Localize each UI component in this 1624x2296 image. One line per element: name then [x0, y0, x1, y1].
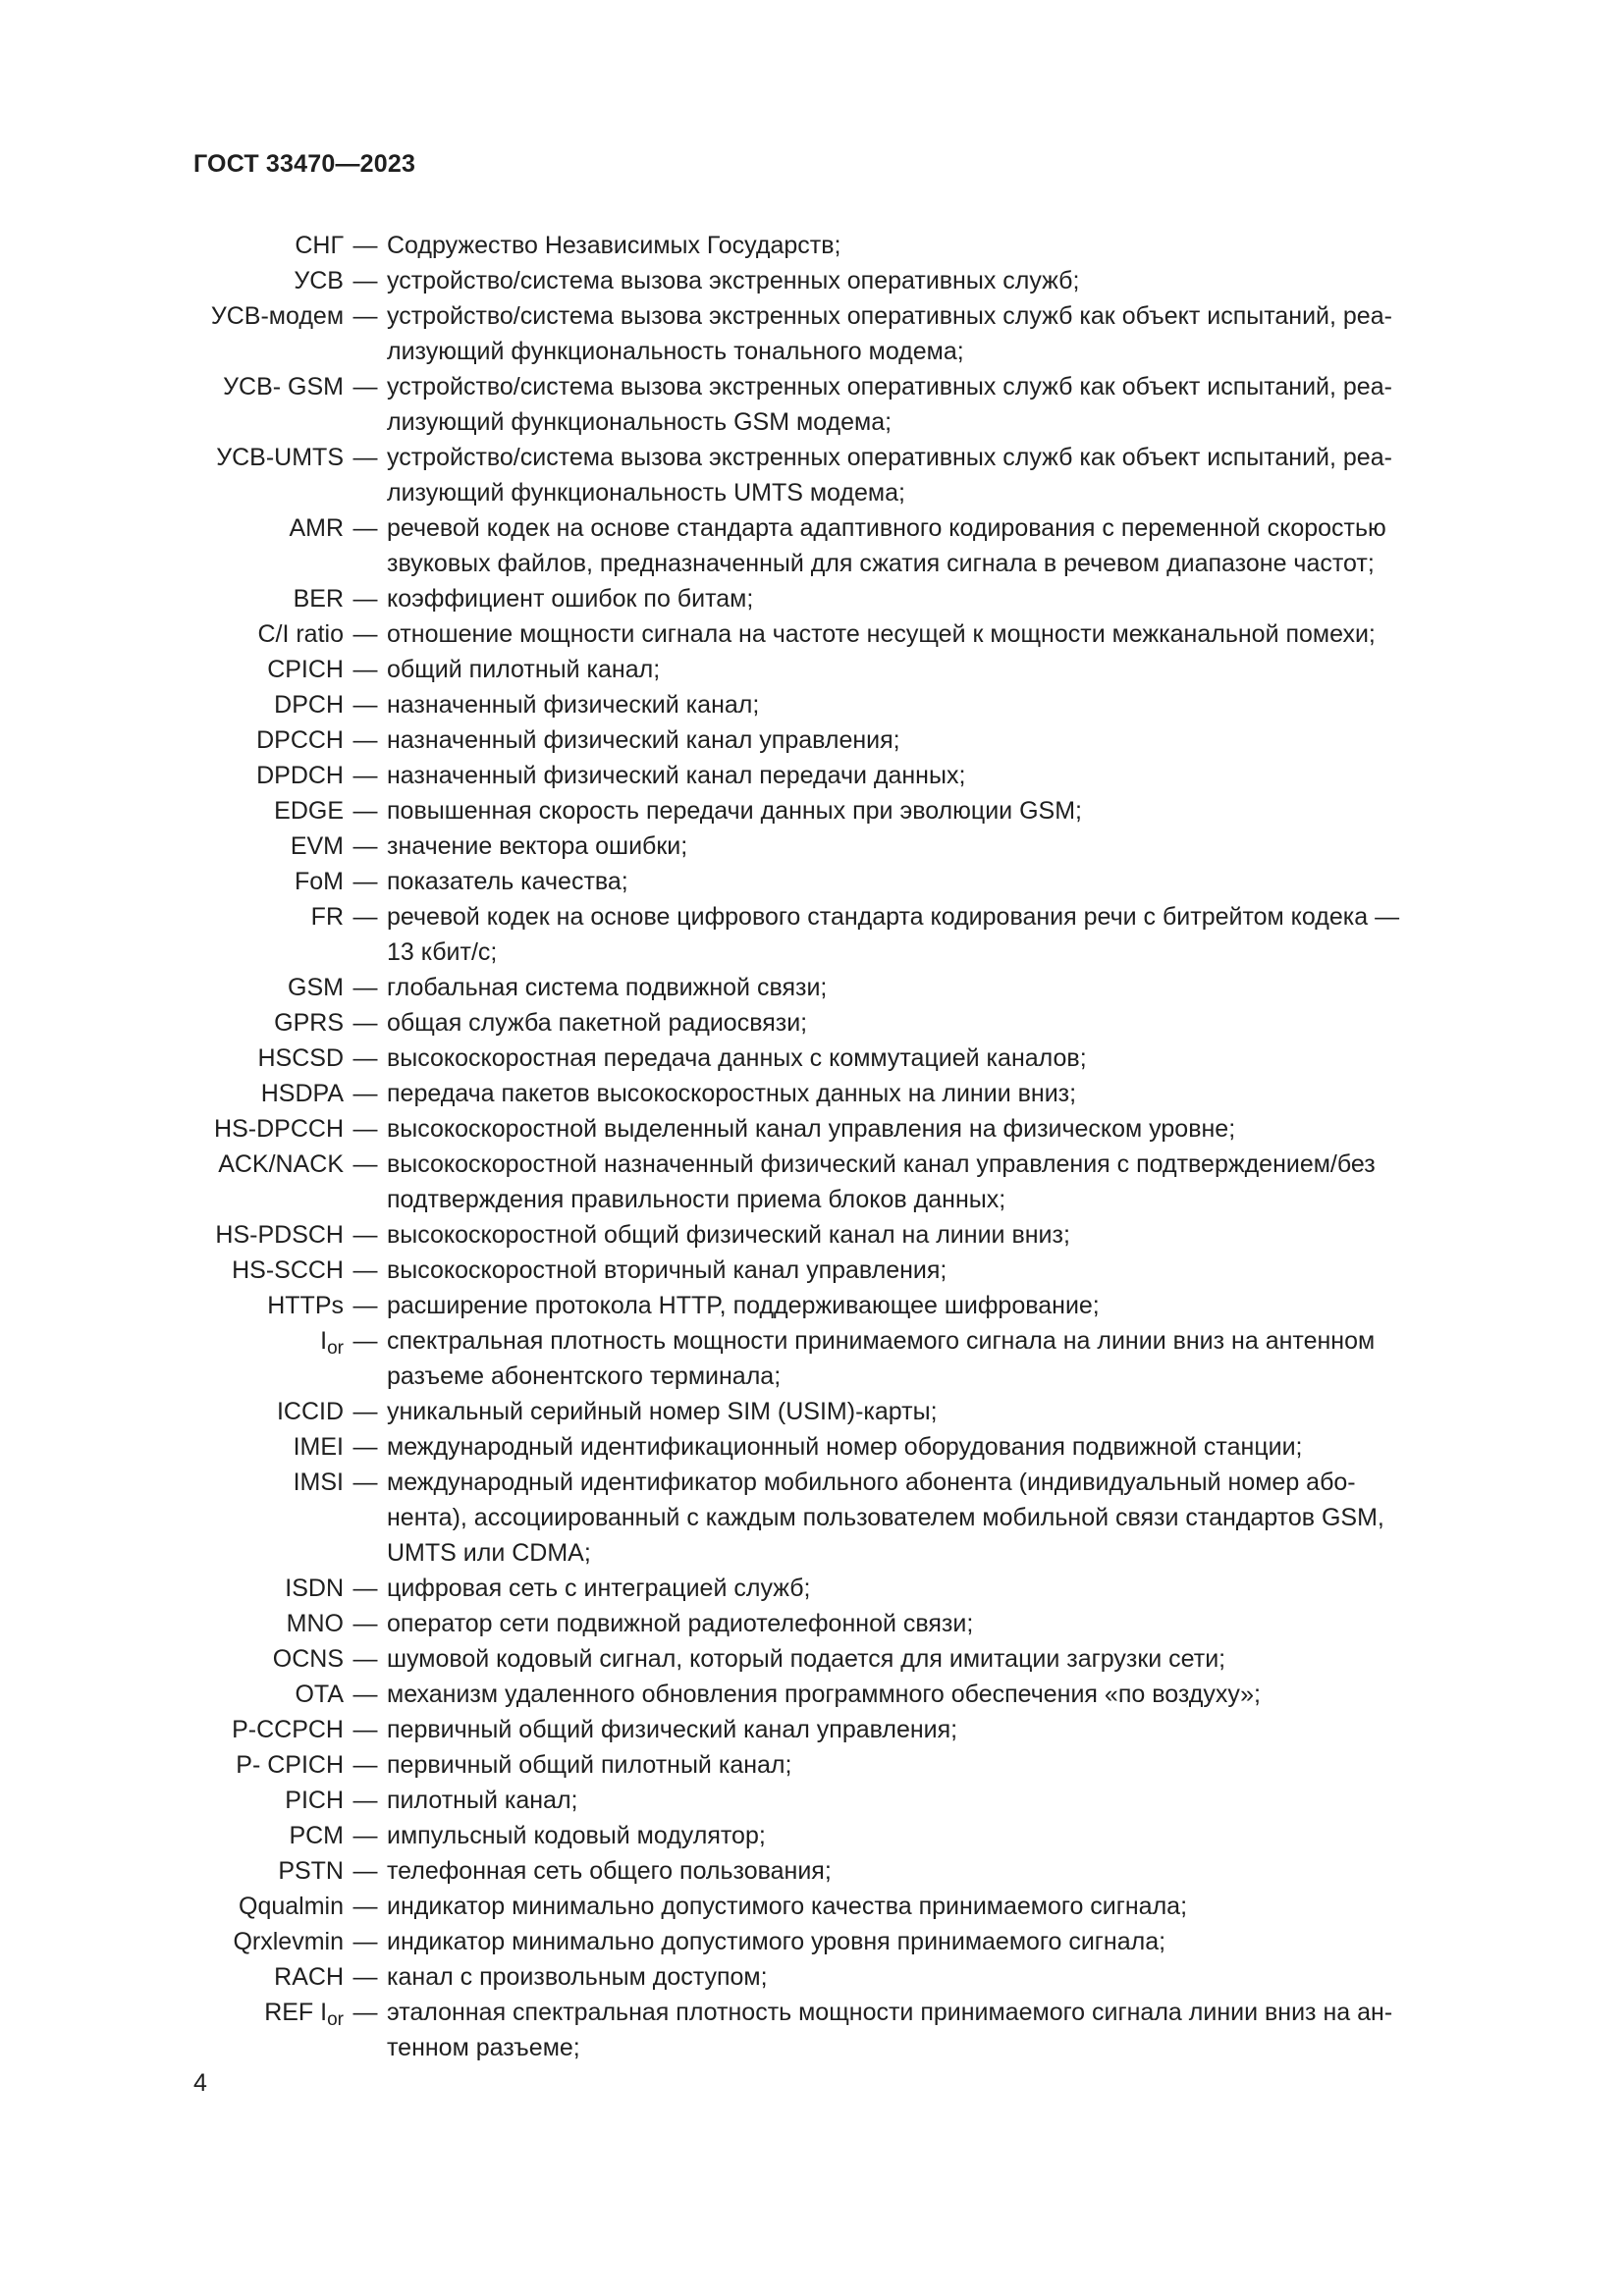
abbreviation-term: УСВ-модем: [210, 302, 344, 330]
abbreviation-entry: [0, 652, 1624, 687]
abbreviation-entry: [0, 228, 1624, 263]
abbreviation-term: [0, 1995, 344, 2030]
em-dash-separator: —: [352, 302, 378, 330]
abbreviation-entry: [0, 1712, 1624, 1747]
abbreviation-definition: устройство/система вызова экстренных оперативных служб как объект испытаний, реа- лизующий функциональность тонального модема;: [387, 302, 1392, 365]
abbreviation-definition: глобальная система подвижной связи;: [387, 974, 828, 1001]
abbreviation-term: HS-DPCCH: [214, 1115, 344, 1143]
abbreviation-definition: цифровая сеть с интеграцией служб;: [387, 1575, 811, 1602]
abbreviation-entry: [0, 1111, 1624, 1147]
abbreviation-entry: [0, 1924, 1624, 1959]
em-dash-separator: —: [352, 585, 378, 613]
em-dash-separator: —: [352, 656, 378, 683]
em-dash-separator: —: [352, 1928, 378, 1955]
em-dash-separator: —: [352, 1963, 378, 1991]
em-dash-separator: —: [352, 1468, 378, 1496]
em-dash-separator: —: [352, 1044, 378, 1072]
abbreviation-entry: [0, 1783, 1624, 1818]
abbreviation-entry: [0, 1853, 1624, 1889]
abbreviation-entry: [0, 793, 1624, 828]
abbreviation-entry: [0, 758, 1624, 793]
abbreviation-term: BER: [293, 585, 344, 613]
abbreviation-term: Qqualmin: [239, 1893, 344, 1920]
abbreviation-entry: [0, 298, 1624, 369]
em-dash-separator: —: [352, 1857, 378, 1885]
abbreviation-term: CPICH: [267, 656, 344, 683]
abbreviation-term: EDGE: [274, 797, 344, 825]
abbreviation-definition: высокоскоростной вторичный канал управления;: [387, 1256, 947, 1284]
abbreviation-definition: оператор сети подвижной радиотелефонной связи;: [387, 1610, 974, 1637]
abbreviation-entry: [0, 1747, 1624, 1783]
abbreviation-definition: международный идентификационный номер оборудования подвижной станции;: [387, 1433, 1303, 1461]
abbreviation-term: ACK/NACK: [218, 1150, 344, 1178]
abbreviation-term: СНГ: [295, 232, 344, 259]
abbreviation-definition: назначенный физический канал передачи данных;: [387, 762, 966, 789]
abbreviation-definition: устройство/система вызова экстренных оперативных служб как объект испытаний, реа- лизующий функциональность GSM модема;: [387, 373, 1392, 436]
abbreviation-term-main: REF I: [264, 1999, 328, 2026]
abbreviation-term: PICH: [285, 1787, 344, 1814]
abbreviation-entry: [0, 722, 1624, 758]
em-dash-separator: —: [352, 1893, 378, 1920]
em-dash-separator: —: [352, 1150, 378, 1178]
abbreviation-entry: [0, 1076, 1624, 1111]
em-dash-separator: —: [352, 868, 378, 895]
abbreviation-term: DPCCH: [256, 726, 344, 754]
abbreviation-term: HS-SCCH: [232, 1256, 344, 1284]
document-header: ГОСТ 33470—2023: [193, 150, 416, 178]
em-dash-separator: —: [352, 1716, 378, 1743]
abbreviation-term: IMSI: [293, 1468, 344, 1496]
abbreviation-entry: [0, 440, 1624, 510]
abbreviation-definition: устройство/система вызова экстренных оперативных служб как объект испытаний, реа- лизующий функциональность UMTS модема;: [387, 444, 1392, 507]
abbreviation-entry: [0, 616, 1624, 652]
abbreviation-term-subscript: or: [327, 1338, 344, 1359]
abbreviation-definition: устройство/система вызова экстренных оперативных служб;: [387, 267, 1080, 294]
abbreviation-entry: [0, 1288, 1624, 1323]
abbreviation-definition: высокоскоростной назначенный физический канал управления с подтверждением/без подтверждения правильности приема блоков данных;: [387, 1150, 1376, 1213]
abbreviation-definition: общий пилотный канал;: [387, 656, 661, 683]
abbreviation-term: HSDPA: [260, 1080, 344, 1107]
abbreviation-entry: [0, 263, 1624, 298]
abbreviation-entry: [0, 1005, 1624, 1041]
abbreviation-term: OTA: [295, 1681, 344, 1708]
abbreviation-definition: импульсный кодовый модулятор;: [387, 1822, 766, 1849]
em-dash-separator: —: [352, 373, 378, 400]
em-dash-separator: —: [352, 267, 378, 294]
abbreviation-term: HSCSD: [257, 1044, 344, 1072]
abbreviation-definition: высокоскоростной выделенный канал управления на физическом уровне;: [387, 1115, 1236, 1143]
abbreviation-definition: повышенная скорость передачи данных при эволюции GSM;: [387, 797, 1082, 825]
abbreviation-entry: [0, 1995, 1624, 2065]
abbreviation-term: Qrxlevmin: [233, 1928, 344, 1955]
abbreviation-definition: индикатор минимально допустимого качества принимаемого сигнала;: [387, 1893, 1188, 1920]
abbreviation-entry: [0, 1641, 1624, 1677]
abbreviation-definition: пилотный канал;: [387, 1787, 578, 1814]
em-dash-separator: —: [352, 1822, 378, 1849]
abbreviation-entry: [0, 1147, 1624, 1217]
abbreviation-definition: речевой кодек на основе стандарта адаптивного кодирования с переменной скоростью звуковых файлов, предназначенный для сжатия сигнала в речевом диапазоне частот;: [387, 514, 1386, 577]
abbreviation-term: FR: [310, 903, 344, 931]
em-dash-separator: —: [352, 1256, 378, 1284]
abbreviation-entry: [0, 1253, 1624, 1288]
abbreviation-entry: [0, 1606, 1624, 1641]
abbreviation-term: УСВ- GSM: [223, 373, 344, 400]
abbreviation-entry: [0, 1394, 1624, 1429]
em-dash-separator: —: [352, 1080, 378, 1107]
abbreviation-term: OCNS: [272, 1645, 344, 1673]
em-dash-separator: —: [352, 1292, 378, 1319]
abbreviation-entry: [0, 581, 1624, 616]
abbreviation-list: [0, 228, 1624, 2065]
em-dash-separator: —: [352, 1327, 378, 1355]
abbreviation-entry: [0, 828, 1624, 864]
abbreviation-definition: эталонная спектральная плотность мощности принимаемого сигнала линии вниз на ан- тенном разъеме;: [387, 1999, 1393, 2061]
abbreviation-entry: [0, 1465, 1624, 1571]
abbreviation-term: IMEI: [293, 1433, 344, 1461]
abbreviation-term: DPDCH: [256, 762, 344, 789]
abbreviation-definition: шумовой кодовый сигнал, который подается для имитации загрузки сети;: [387, 1645, 1226, 1673]
abbreviation-entry: [0, 510, 1624, 581]
abbreviation-term: P-CCPCH: [232, 1716, 344, 1743]
abbreviation-entry: [0, 1217, 1624, 1253]
abbreviation-entry: [0, 1818, 1624, 1853]
abbreviation-definition: телефонная сеть общего пользования;: [387, 1857, 832, 1885]
abbreviation-entry: [0, 1677, 1624, 1712]
abbreviation-term: HTTPs: [267, 1292, 344, 1319]
em-dash-separator: —: [352, 1221, 378, 1249]
abbreviation-term: PSTN: [278, 1857, 344, 1885]
abbreviation-definition: Содружество Независимых Государств;: [387, 232, 841, 259]
abbreviation-entry: [0, 1041, 1624, 1076]
abbreviation-definition: назначенный физический канал управления;: [387, 726, 900, 754]
abbreviation-term-subscript: or: [327, 2009, 344, 2030]
em-dash-separator: —: [352, 832, 378, 860]
abbreviation-term: ICCID: [276, 1398, 344, 1425]
abbreviation-term: УСВ: [294, 267, 344, 294]
em-dash-separator: —: [352, 1999, 378, 2026]
abbreviation-term-main: I: [320, 1327, 328, 1355]
abbreviation-entry: [0, 1323, 1624, 1394]
abbreviation-definition: канал с произвольным доступом;: [387, 1963, 768, 1991]
abbreviation-entry: [0, 687, 1624, 722]
em-dash-separator: —: [352, 903, 378, 931]
em-dash-separator: —: [352, 1681, 378, 1708]
abbreviation-entry: [0, 899, 1624, 970]
em-dash-separator: —: [352, 974, 378, 1001]
abbreviation-definition: речевой кодек на основе цифрового стандарта кодирования речи с битрейтом кодека — 13 кбит/с;: [387, 903, 1400, 966]
em-dash-separator: —: [352, 1009, 378, 1037]
abbreviation-term: FoM: [295, 868, 344, 895]
abbreviation-entry: [0, 1571, 1624, 1606]
abbreviation-definition: первичный общий пилотный канал;: [387, 1751, 792, 1779]
abbreviation-definition: показатель качества;: [387, 868, 628, 895]
em-dash-separator: —: [352, 444, 378, 471]
em-dash-separator: —: [352, 1645, 378, 1673]
abbreviation-entry: [0, 1889, 1624, 1924]
em-dash-separator: —: [352, 1398, 378, 1425]
abbreviation-definition: высокоскоростная передача данных с коммутацией каналов;: [387, 1044, 1087, 1072]
abbreviation-definition: индикатор минимально допустимого уровня принимаемого сигнала;: [387, 1928, 1166, 1955]
em-dash-separator: —: [352, 232, 378, 259]
em-dash-separator: —: [352, 1575, 378, 1602]
abbreviation-entry: [0, 1429, 1624, 1465]
abbreviation-definition: значение вектора ошибки;: [387, 832, 688, 860]
abbreviation-term: AMR: [289, 514, 344, 542]
em-dash-separator: —: [352, 726, 378, 754]
abbreviation-definition: первичный общий физический канал управления;: [387, 1716, 958, 1743]
abbreviation-term: HS-PDSCH: [215, 1221, 344, 1249]
abbreviation-definition: коэффициент ошибок по битам;: [387, 585, 754, 613]
abbreviation-definition: отношение мощности сигнала на частоте несущей к мощности межканальной помехи;: [387, 620, 1376, 648]
abbreviation-term: C/I ratio: [257, 620, 344, 648]
abbreviation-definition: общая служба пакетной радиосвязи;: [387, 1009, 808, 1037]
abbreviation-term: PCM: [289, 1822, 344, 1849]
abbreviation-definition: назначенный физический канал;: [387, 691, 760, 719]
em-dash-separator: —: [352, 797, 378, 825]
abbreviation-term: DPCH: [274, 691, 344, 719]
em-dash-separator: —: [352, 620, 378, 648]
em-dash-separator: —: [352, 1787, 378, 1814]
em-dash-separator: —: [352, 1751, 378, 1779]
em-dash-separator: —: [352, 514, 378, 542]
em-dash-separator: —: [352, 1115, 378, 1143]
em-dash-separator: —: [352, 1610, 378, 1637]
abbreviation-definition: уникальный серийный номер SIM (USIM)-карты;: [387, 1398, 938, 1425]
em-dash-separator: —: [352, 1433, 378, 1461]
abbreviation-term: ISDN: [285, 1575, 344, 1602]
em-dash-separator: —: [352, 691, 378, 719]
abbreviation-definition: спектральная плотность мощности принимаемого сигнала на линии вниз на антенном разъеме абонентского терминала;: [387, 1327, 1376, 1390]
abbreviation-entry: [0, 1959, 1624, 1995]
abbreviation-entry: [0, 970, 1624, 1005]
abbreviation-definition: международный идентификатор мобильного абонента (индивидуальный номер або- нента), ассоциированный с каждым пользователем мобильной связи стандартов GSM, UMTS или CDMA;: [387, 1468, 1384, 1567]
abbreviation-definition: передача пакетов высокоскоростных данных на линии вниз;: [387, 1080, 1077, 1107]
em-dash-separator: —: [352, 762, 378, 789]
abbreviation-entry: [0, 369, 1624, 440]
abbreviation-term: GSM: [288, 974, 344, 1001]
abbreviation-term: RACH: [274, 1963, 344, 1991]
abbreviation-term: MNO: [286, 1610, 344, 1637]
abbreviation-definition: расширение протокола HTTP, поддерживающее шифрование;: [387, 1292, 1100, 1319]
page-number: 4: [193, 2069, 207, 2097]
abbreviation-term: УСВ-UMTS: [216, 444, 344, 471]
abbreviation-term: GPRS: [274, 1009, 344, 1037]
abbreviation-term: EVM: [290, 832, 344, 860]
abbreviation-term: [0, 1323, 344, 1359]
abbreviation-definition: механизм удаленного обновления программного обеспечения «по воздуху»;: [387, 1681, 1261, 1708]
abbreviation-entry: [0, 864, 1624, 899]
abbreviation-definition: высокоскоростной общий физический канал на линии вниз;: [387, 1221, 1070, 1249]
abbreviation-term: P- CPICH: [236, 1751, 344, 1779]
